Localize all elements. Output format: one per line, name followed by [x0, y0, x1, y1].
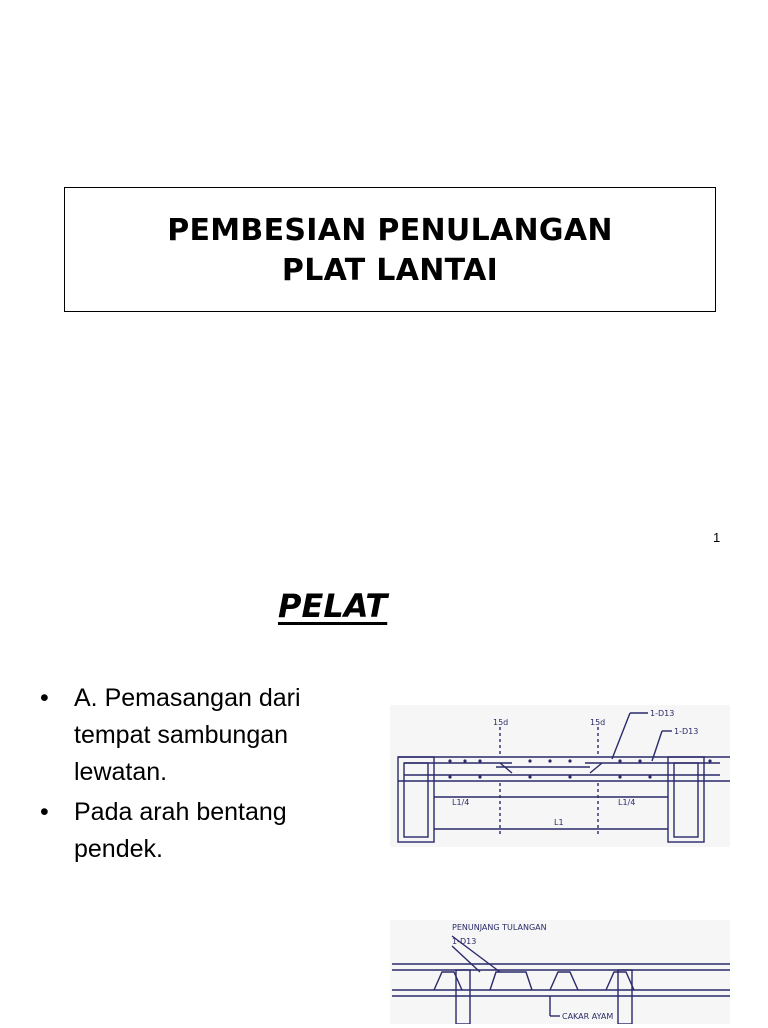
bullet-item: [40, 680, 360, 791]
label-15d-right: 15d: [590, 718, 606, 727]
bullet-icon: •: [40, 798, 49, 826]
title-line-2: PLAT LANTAI: [281, 253, 499, 288]
label-quarter-right: L1/4: [618, 798, 636, 807]
label-span: L1: [554, 818, 564, 827]
label-quarter-left: L1/4: [452, 798, 470, 807]
slide-title: PELAT: [278, 587, 388, 625]
bullet-text: A. Pemasangan dari tempat sambungan lewatan.: [74, 684, 301, 786]
label-15d-left: 15d: [493, 718, 509, 727]
support-drawing-svg: [390, 920, 730, 1024]
title-box: [64, 187, 716, 312]
label-chair: CAKAR AYAM: [562, 1012, 614, 1021]
slab-reinforcement-drawing: [390, 705, 730, 847]
page-number: 1: [713, 530, 721, 545]
bullet-list: [40, 680, 360, 871]
label-bar: 1-D13: [452, 937, 477, 946]
bar-support-drawing: [390, 920, 730, 1024]
label-bar-lower: 1-D13: [674, 727, 699, 736]
label-bar-top: 1-D13: [650, 709, 675, 718]
bullet-item: [40, 794, 360, 868]
slab-drawing-svg: [390, 705, 730, 847]
title-line-1: PEMBESIAN PENULANGAN: [167, 213, 613, 248]
bullet-text: Pada arah bentang pendek.: [74, 798, 287, 863]
label-support: PENUNJANG TULANGAN: [452, 923, 547, 932]
bullet-icon: •: [40, 684, 49, 712]
